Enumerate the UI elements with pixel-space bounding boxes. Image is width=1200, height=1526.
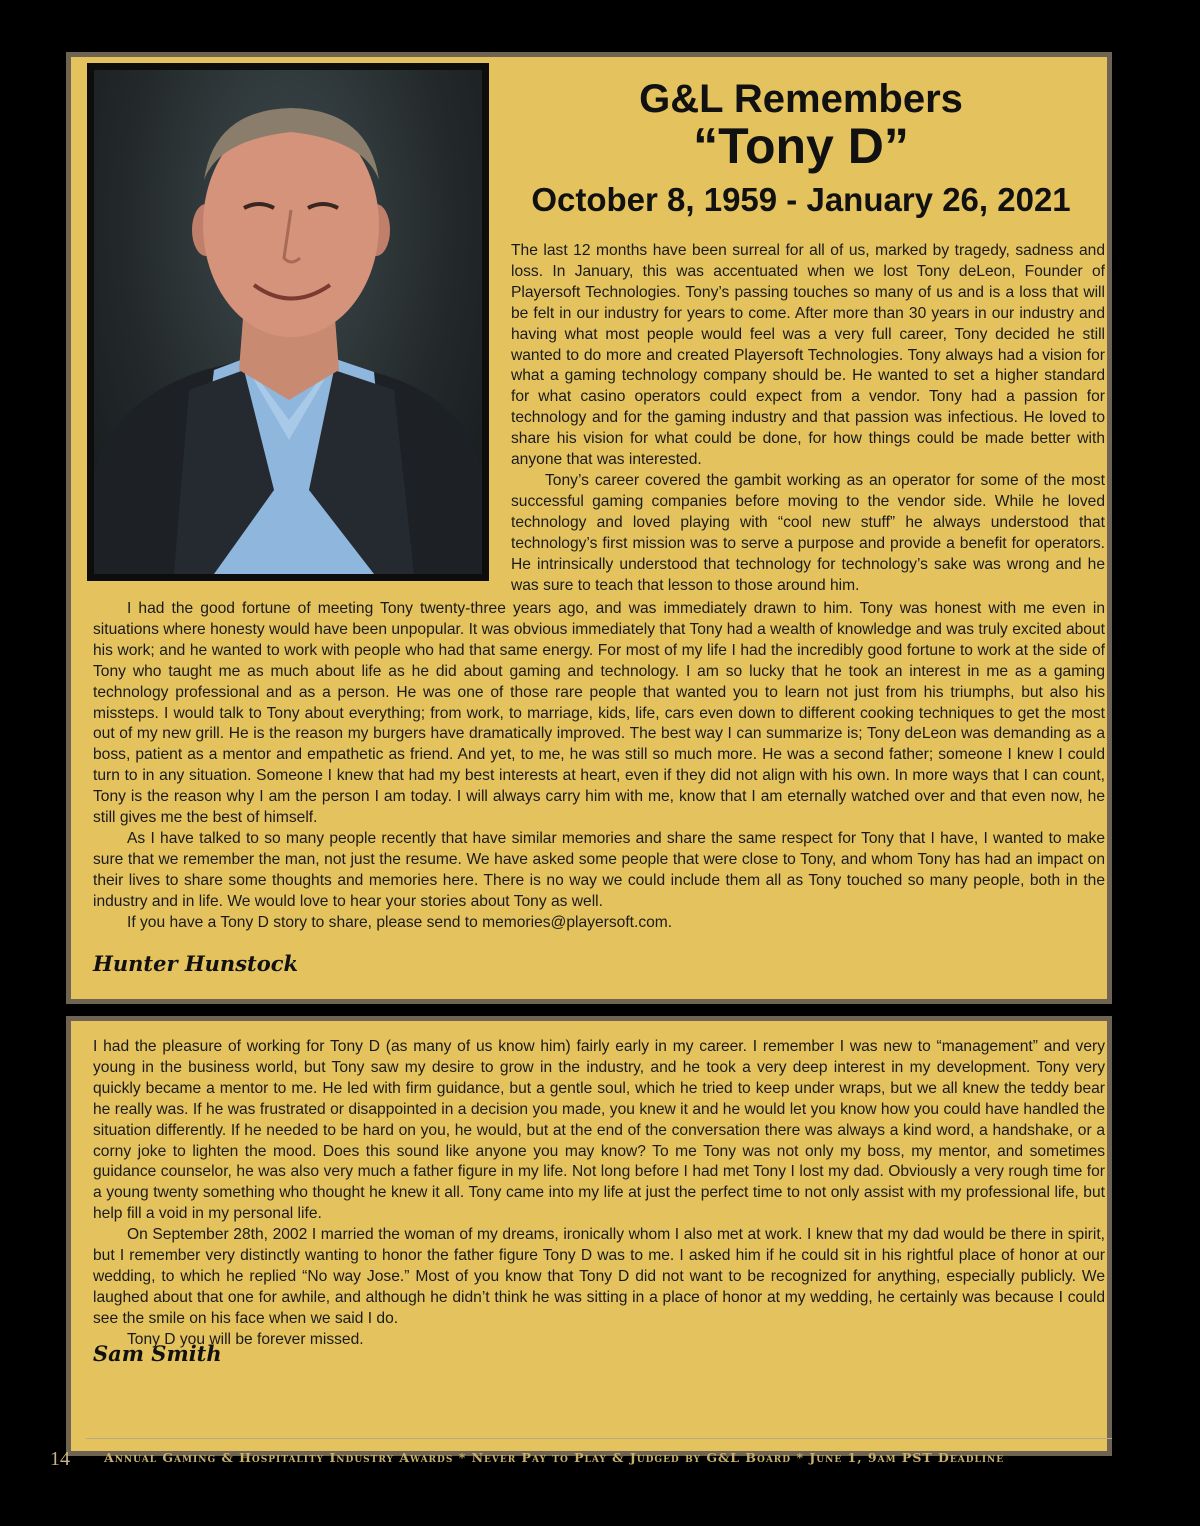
- intro-paragraph: The last 12 months have been surreal for all of us, marked by tragedy, sadness and loss. In January, this was accentuated when we lost Tony deLeon, Founder of Playersoft Technologies. Tony’s passing touches so many of us and is a loss that will be felt in our industry for years to come. After more than 30 years in our industry and having what most people would feel was a very full career, Tony decided he still wanted to do more and created Playersoft Technologies. Tony always had a vision for what a gaming technology company should be. He wanted to set a higher standard for what casino operators could expect from a vendor. Tony had a passion for technology and for the gaming industry and that passion was infectious. He loved to share his vision for what could be done, for how things could be made better with anyone that was interested.: [511, 242, 1105, 469]
- heading-remembers: G&L Remembers: [639, 77, 963, 121]
- signature-sam: Sam Smith: [93, 1341, 222, 1366]
- body-paragraph: I had the good fortune of meeting Tony twenty-three years ago, and was immediately drawn to him. Tony was honest with me even in situations where honesty would have been unpopular. It was obvious immediately that Tony had a wealth of knowledge and was truly excited about his work; and he wanted to work with people who had that same energy. For most of my life I had the incredibly good fortune to work at the side of Tony who taught me as much about life as he did about gaming and technology. I am so lucky that he took an interest in me as a gaming technology professional and as a person. He was one of those rare people that wanted you to learn not just from his triumphs, but also his missteps. I would talk to Tony about everything; from work, to marriage, kids, life, cars even down to different cooking techniques to get the most out of my new grill. He is the reason my burgers have dramatically improved. The best way I can summarize is; Tony deLeon was demanding as a boss, patient as a mentor and empathetic as friend. And yet, to me, he was still so much more. He was a second father; someone I knew I could turn to in any situation. Someone I knew that had my best interests at heart, even if they did not align with his own. In more ways that I can count, Tony is the reason why I am the person I am today. I will always carry him with me, know that I am eternally watched over and that even now, he still gives me the best of himself.: [93, 600, 1105, 827]
- portrait-image: [94, 70, 482, 574]
- tribute-paragraph: On September 28th, 2002 I married the woman of my dreams, ironically whom I also met at work. I knew that my dad would be there in spirit, but I remember very distinctly wanting to honor the father figure Tony D was to me. I asked him if he could sit in his rightful place of honor at our wedding, to which he replied “No way Jose.” Most of you know that Tony D did not want to be recognized for anything, especially publicly. We laughed about that one for awhile, and although he didn’t think he was sitting in a place of honor at my wedding, he certainly was because I could see the smile on his face when we said I do.: [93, 1226, 1105, 1327]
- tribute-panel: [66, 1016, 1112, 1456]
- intro-text: [511, 241, 1105, 596]
- memorial-article-panel: [66, 52, 1112, 1004]
- heading-dates: October 8, 1959 - January 26, 2021: [531, 181, 1071, 218]
- body-paragraph: If you have a Tony D story to share, please send to memories@playersoft.com.: [127, 913, 673, 931]
- tribute-body: [93, 1037, 1105, 1351]
- signature-hunter: Hunter Hunstock: [93, 951, 299, 976]
- article-body: [93, 599, 1105, 934]
- body-paragraph: As I have talked to so many people recently that have similar memories and share the same respect for Tony that I have, I wanted to make sure that we remember the man, not just the resume. We have asked some people that were close to Tony, and whom Tony has had an impact on their lives to share some thoughts and memories here. There is no way we could include them all as Tony touched so many people, both in the industry and in life. We would love to hear your stories about Tony as well.: [93, 829, 1105, 910]
- page-number: 14: [50, 1448, 70, 1470]
- portrait-photo: [87, 63, 489, 581]
- intro-paragraph: Tony’s career covered the gambit working as an operator for some of the most successful gaming companies before moving to the vendor side. While he loved technology and loved playing with “cool new stuff” he always understood that technology’s first mission was to serve a purpose and provide a benefit for operators. He intrinsically understood that technology for technology’s sake was wrong and he was sure to teach that lesson to those around him.: [511, 471, 1105, 594]
- tribute-paragraph: I had the pleasure of working for Tony D (as many of us know him) fairly early in my career. I remember I was new to “management” and very young in the business world, but Tony saw my desire to grow in the industry, and he took a very deep interest in my development. Tony very quickly became a mentor to me. He led with firm guidance, but a gentle soul, which he tried to keep under wraps, but we all knew the teddy bear he really was. If he was frustrated or disappointed in a decision you made, you knew it and he would let you know how you could have handled the situation differently. If he needed to be hard on you, he would, but at the end of the conversation there was always a kind word, a handshake, or a corny joke to lighten the mood. Does this sound like anyone you may know? To me Tony was not only my boss, my mentor, and sometimes guidance counselor, he was also very much a father figure in my life. Not long before I had met Tony I lost my dad. Obviously a very rough time for a young twenty something who thought he knew it all. Tony came into my life at just the perfect time to not only assist with my professional life, but help fill a void in my personal life.: [93, 1038, 1105, 1223]
- heading-name: “Tony D”: [693, 118, 909, 174]
- footer-banner-text: Annual Gaming & Hospitality Industry Awards * Never Pay to Play & Judged by G&L Board * June 1, 9am PST Deadline: [104, 1450, 1005, 1465]
- footer-divider: [86, 1438, 1112, 1439]
- tribute-paragraph: Tony D you will be forever missed.: [127, 1330, 364, 1348]
- portrait-illustration: [94, 70, 482, 574]
